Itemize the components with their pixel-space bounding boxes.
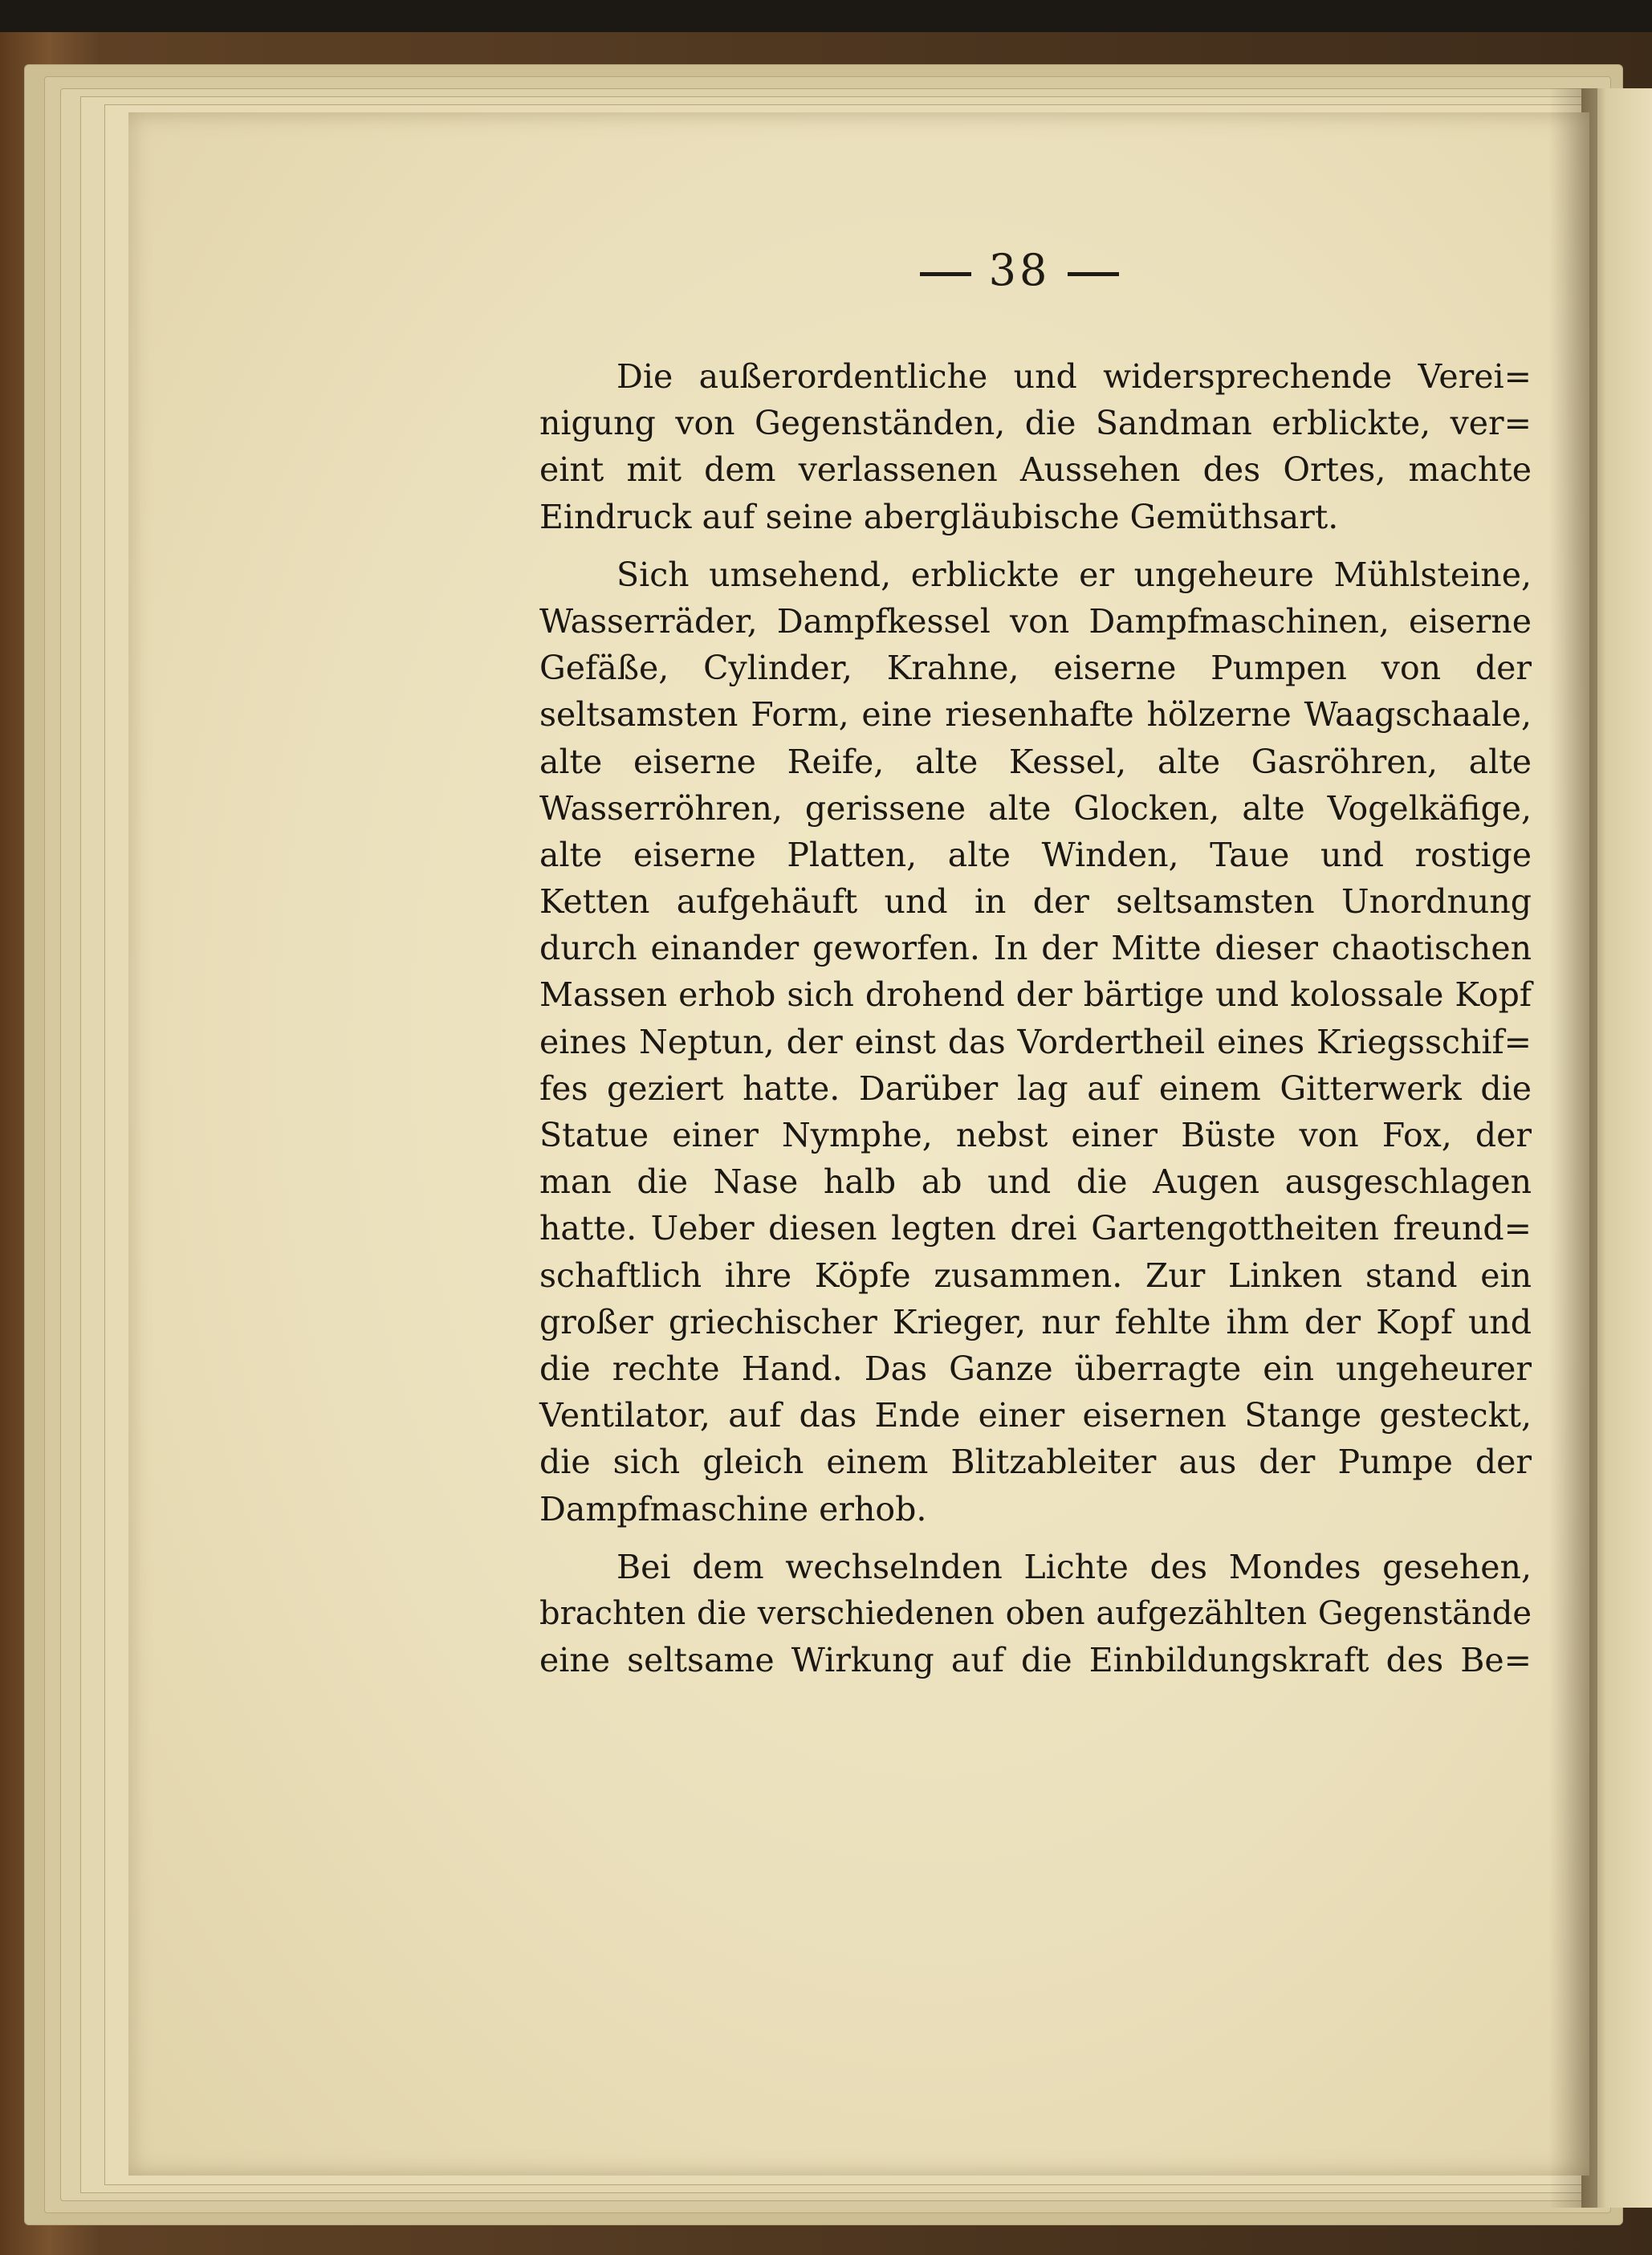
text-line: Eindruck auf seine abergläubische Gemüthsart. [539, 497, 1339, 536]
text-line: nigung von Gegenständen, die Sandman erblickte, ver= [539, 404, 1532, 443]
text-line: großer griechischer Krieger, nur fehlte ihm der Kopf und [539, 1302, 1532, 1341]
text-line: Ventilator, auf das Ende einer eisernen Stange gesteckt, [539, 1396, 1532, 1435]
text-line: Wasserröhren, gerissene alte Glocken, alte Vogelkäfige, [539, 788, 1532, 828]
text-line: Dampfmaschine erhob. [539, 1489, 927, 1528]
text-line: die rechte Hand. Das Ganze überragte ein ungeheurer [539, 1349, 1532, 1388]
page-number-dash-left [920, 272, 971, 276]
paragraph-gap [539, 540, 1532, 552]
text-line: Massen erhob sich drohend der bärtige und kolossale Kopf [539, 975, 1532, 1015]
text-line: Wasserräder, Dampfkessel von Dampfmaschinen, eiserne [539, 601, 1532, 641]
text-line: alte eiserne Reife, alte Kessel, alte Gasröhren, alte [539, 742, 1532, 781]
text-line: alte eiserne Platten, alte Winden, Taue und rostige [539, 835, 1532, 874]
text-line: seltsamsten Form, eine riesenhafte hölzerne Waagschaale, [539, 695, 1532, 735]
page-number-value: 38 [988, 245, 1051, 295]
paragraph-gap [539, 1533, 1532, 1544]
page-number-dash-right [1068, 272, 1119, 276]
text-line: Statue einer Nymphe, nebst einer Büste von Fox, der [539, 1116, 1532, 1154]
text-line: Bei dem wechselnden Lichte des Mondes gesehen, [616, 1547, 1532, 1586]
body-text [539, 353, 1532, 1683]
text-line: fes geziert hatte. Darüber lag auf einem Gitterwerk die [539, 1068, 1532, 1108]
text-line: hatte. Ueber diesen legten drei Gartengottheiten freund= [539, 1209, 1532, 1248]
text-line: Gefäße, Cylinder, Krahne, eiserne Pumpen von der [539, 649, 1532, 688]
text-line: Ketten aufgehäuft und in der seltsamsten Unordnung [539, 882, 1532, 922]
page-number [899, 245, 1140, 295]
text-line: eine seltsame Wirkung auf die Einbildungskraft des Be= [539, 1641, 1532, 1680]
gutter-shadow [1549, 88, 1597, 2208]
text-line: durch einander geworfen. In der Mitte dieser chaotischen [539, 929, 1532, 968]
text-line: Die außerordentliche und widersprechende Verei= [616, 357, 1532, 396]
text-line: schaftlich ihre Köpfe zusammen. Zur Linken stand ein [539, 1256, 1532, 1295]
text-line: eint mit dem verlassenen Aussehen des Ortes, machte [539, 450, 1532, 490]
text-line: man die Nase halb ab und die Augen ausgeschlagen [539, 1162, 1532, 1202]
text-line: brachten die verschiedenen oben aufgezählten Gegenstände [539, 1594, 1532, 1632]
text-line: eines Neptun, der einst das Vordertheil eines Kriegsschif= [539, 1022, 1532, 1061]
text-line: die sich gleich einem Blitzableiter aus der Pumpe der [539, 1443, 1532, 1482]
text-line: Sich umsehend, erblickte er ungeheure Mühlsteine, [616, 555, 1532, 594]
